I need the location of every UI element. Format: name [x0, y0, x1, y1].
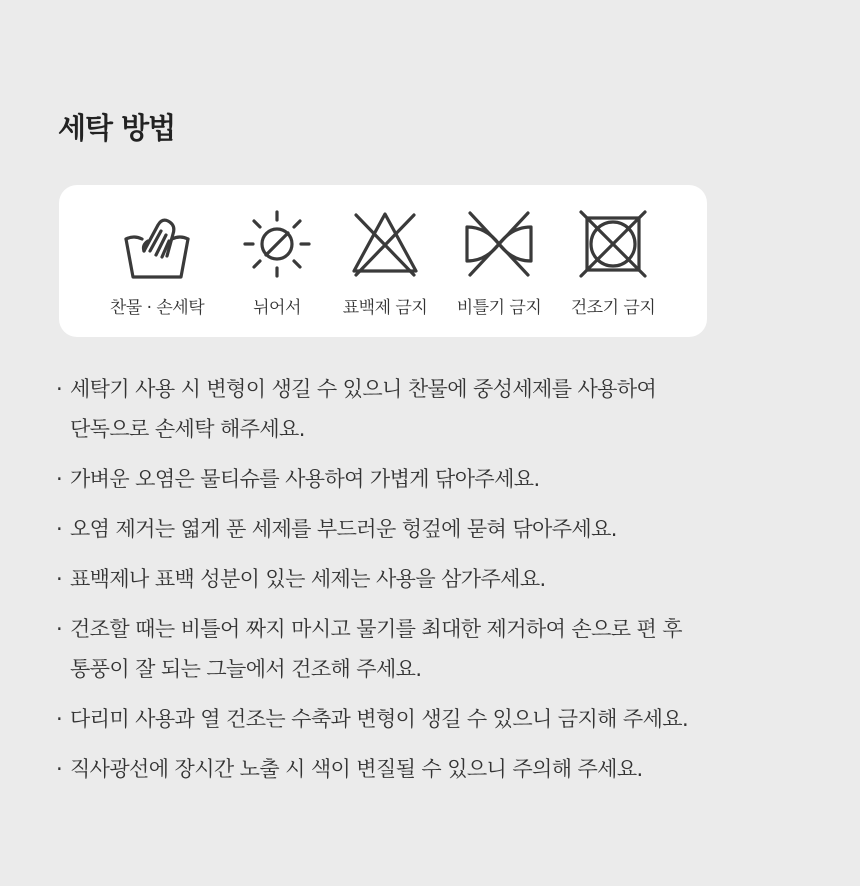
care-label: 표백제 금지 — [342, 298, 428, 318]
care-icons-panel — [59, 185, 707, 337]
note-text: 가벼운 오염은 물티슈를 사용하여 가볍게 닦아주세요. — [70, 467, 540, 491]
note-text: 건조할 때는 비틀어 짜지 마시고 물기를 최대한 제거하여 손으로 편 후 — [70, 617, 682, 641]
care-note — [56, 699, 816, 739]
care-note — [56, 609, 816, 689]
care-item-no-wring — [439, 185, 559, 337]
care-item-hand-wash — [97, 185, 217, 337]
no-wring-icon — [464, 209, 534, 279]
bullet: · — [56, 617, 63, 641]
care-item-no-dryer — [553, 185, 673, 337]
note-text: 표백제나 표백 성분이 있는 세제는 사용을 삼가주세요. — [70, 567, 546, 591]
bullet: · — [56, 467, 63, 491]
care-note — [56, 509, 816, 549]
hand-wash-icon — [122, 209, 192, 279]
no-machine-dry-icon — [578, 209, 648, 279]
page-title: 세탁 방법 — [58, 111, 176, 145]
note-text: 통풍이 잘 되는 그늘에서 건조해 주세요. — [70, 657, 422, 681]
care-note — [56, 749, 816, 789]
note-text: 직사광선에 장시간 노출 시 색이 변질될 수 있으니 주의해 주세요. — [70, 757, 643, 781]
bullet: · — [56, 567, 63, 591]
note-text: 오염 제거는 엷게 푼 세제를 부드러운 헝겊에 묻혀 닦아주세요. — [70, 517, 617, 541]
note-text: 단독으로 손세탁 해주세요. — [70, 417, 305, 441]
care-label: 찬물 · 손세탁 — [109, 298, 205, 318]
care-note — [56, 369, 816, 449]
no-tumble-dry-icon — [242, 209, 312, 279]
care-note — [56, 559, 816, 599]
care-label: 뉘어서 — [253, 298, 301, 318]
note-text: 다리미 사용과 열 건조는 수축과 변형이 생길 수 있으니 금지해 주세요. — [70, 707, 689, 731]
bullet: · — [56, 757, 63, 781]
bullet: · — [56, 517, 63, 541]
no-bleach-icon — [350, 209, 420, 279]
care-label: 비틀기 금지 — [456, 298, 542, 318]
care-note — [56, 459, 816, 499]
bullet: · — [56, 377, 63, 401]
note-text: 세탁기 사용 시 변형이 생길 수 있으니 찬물에 중성세제를 사용하여 — [70, 377, 657, 401]
care-item-drying — [217, 185, 337, 337]
bullet: · — [56, 707, 63, 731]
care-label: 건조기 금지 — [570, 298, 656, 318]
care-item-no-bleach — [325, 185, 445, 337]
care-notes-list — [56, 369, 816, 799]
